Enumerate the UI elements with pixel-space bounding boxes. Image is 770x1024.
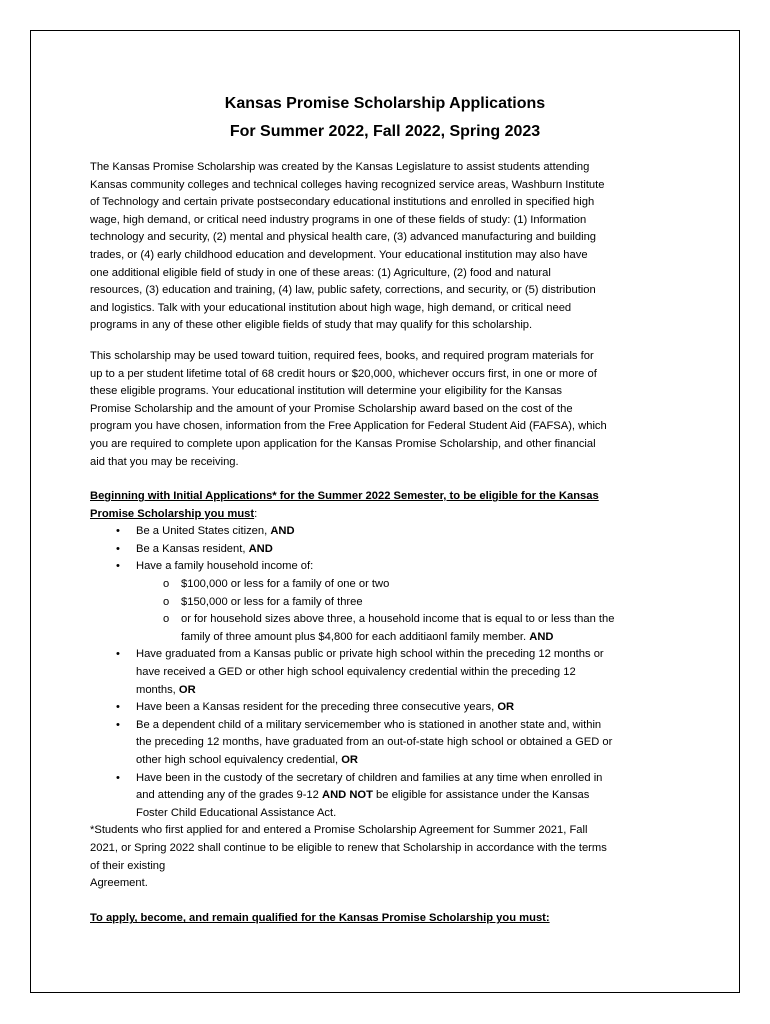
- requirement-continuation: [90, 682, 720, 700]
- requirement-conjunction: OR: [178, 683, 196, 696]
- intro-line: and logistics. Talk with your educational institution about high wage, high demand, or critical need: [90, 301, 572, 314]
- intro-line: resources, (3) education and training, (4) law, public safety, corrections, and security, or (5) distribution: [90, 284, 596, 297]
- footnote-line: *Students who first applied for and entered a Promise Scholarship Agreement for Summer 2021, Fall: [90, 824, 588, 837]
- requirements-list: [90, 523, 720, 822]
- requirement-conjunction: OR: [497, 701, 515, 714]
- requirement-conjunction: AND: [529, 630, 554, 643]
- requirement-text: Be a dependent child of a military servicemember who is stationed in another state and, within: [136, 718, 602, 731]
- requirement-text: Have been a Kansas resident for the preceding three consecutive years,: [136, 701, 498, 714]
- sub-bullet-icon: o: [163, 613, 170, 626]
- footnote: [90, 822, 720, 892]
- requirement-conjunction: OR: [341, 754, 359, 766]
- requirement-text: and attending any of the grades 9-12: [136, 789, 322, 802]
- income-sub-item: [90, 576, 720, 594]
- sub-item-text: $150,000 or less for a family of three: [181, 595, 363, 608]
- usage-line: Promise Scholarship and the amount of your Promise Scholarship award based on the cost of the: [90, 402, 573, 415]
- sub-bullet-icon: o: [163, 578, 170, 591]
- requirement-text: Be a United States citizen,: [136, 525, 271, 538]
- bullet-icon: •: [116, 718, 120, 731]
- intro-line: technology and security, (2) mental and physical health care, (3) advanced manufacturing and building: [90, 231, 597, 244]
- income-sub-item: [90, 611, 720, 629]
- document-body: [90, 159, 720, 928]
- requirement-continuation: Foster Child Educational Assistance Act.: [136, 806, 337, 819]
- footnote-line: Agreement.: [90, 877, 148, 890]
- sub-item-text: or for household sizes above three, a household income that is equal to or less than the: [181, 613, 615, 626]
- eligibility-heading: [90, 488, 720, 523]
- bullet-icon: •: [116, 560, 120, 573]
- requirement-item: [90, 770, 720, 788]
- income-sub-item: [90, 594, 720, 612]
- usage-line: aid that you may be receiving.: [90, 455, 239, 468]
- document-title: [0, 90, 770, 146]
- title-line-1: Kansas Promise Scholarship Applications: [224, 95, 546, 112]
- intro-line: wage, high demand, or critical need industry programs in one of these fields of study: (1) Information: [90, 213, 587, 226]
- requirement-item: [90, 646, 720, 664]
- usage-line: program you have chosen, information from the Free Application for Federal Student Aid (FAFSA), which: [90, 420, 607, 433]
- usage-line: up to a per student lifetime total of 68 credit hours or $20,000, whichever occurs first, in one or more of: [90, 367, 597, 380]
- income-sub-item-continuation: [90, 629, 720, 647]
- intro-line: trades, or (4) early childhood education and development. Your educational institution may also have: [90, 248, 588, 261]
- intro-line: The Kansas Promise Scholarship was created by the Kansas Legislature to assist students attending: [90, 161, 590, 173]
- requirement-emphasis: AND NOT: [321, 789, 373, 802]
- usage-line: these eligible programs. Your educational institution will determine your eligibility for the Kansas: [90, 385, 562, 398]
- eligibility-heading-line: Promise Scholarship you must: [90, 507, 255, 520]
- requirement-item: [90, 541, 720, 559]
- bullet-icon: •: [116, 771, 120, 784]
- usage-paragraph: [90, 348, 720, 471]
- bullet-icon: •: [116, 701, 120, 714]
- requirement-item: [90, 523, 720, 541]
- intro-line: programs in any of these other eligible fields of study that may qualify for this scholarship.: [90, 319, 533, 332]
- eligibility-heading-colon: :: [254, 507, 258, 520]
- intro-line: of Technology and certain private postsecondary educational institutions and enrolled in specified high: [90, 196, 595, 209]
- requirement-continuation: [90, 752, 720, 770]
- usage-line: This scholarship may be used toward tuition, required fees, books, and required program materials for: [90, 349, 594, 362]
- bullet-icon: •: [116, 525, 120, 538]
- sub-item-text: family of three amount plus $4,800 for each additiaonl family member.: [181, 630, 530, 643]
- requirement-text: other high school equivalency credential,: [136, 754, 342, 766]
- requirement-text: Have a family household income of:: [136, 560, 314, 573]
- intro-line: one additional eligible field of study in one of these areas: (1) Agriculture, (2) food and natural: [90, 266, 551, 279]
- usage-line: you are required to complete upon application for the Kansas Promise Scholarship, and other financial: [90, 437, 596, 450]
- sub-bullet-icon: o: [163, 595, 170, 608]
- requirement-continuation: [90, 787, 720, 805]
- requirement-text: Be a Kansas resident,: [136, 542, 249, 555]
- bullet-icon: •: [116, 542, 120, 555]
- requirement-conjunction: AND: [270, 525, 295, 538]
- sub-item-text: $100,000 or less for a family of one or two: [181, 578, 390, 591]
- requirement-item: [90, 717, 720, 735]
- eligibility-heading-line: Beginning with Initial Applications* for the Summer 2022 Semester, to be eligible for the Kansas: [90, 490, 599, 503]
- requirement-item: [90, 558, 720, 576]
- requirement-continuation: have received a GED or other high school equivalency credential within the preceding 12: [136, 666, 576, 679]
- bullet-icon: •: [116, 648, 120, 661]
- requirement-text: be eligible for assistance under the Kansas: [372, 789, 590, 802]
- footnote-line: of their existing: [90, 859, 166, 872]
- requirement-conjunction: AND: [248, 542, 273, 555]
- footnote-line: 2021, or Spring 2022 shall continue to be eligible to renew that Scholarship in accordance with the terms: [90, 841, 607, 854]
- title-line-2: For Summer 2022, Fall 2022, Spring 2023: [229, 123, 541, 140]
- requirement-continuation: the preceding 12 months, have graduated from an out-of-state high school or obtained a GED or: [136, 736, 613, 749]
- apply-heading: To apply, become, and remain qualified for the Kansas Promise Scholarship you must:: [90, 912, 550, 925]
- requirement-text: months,: [136, 683, 179, 696]
- requirement-item: [90, 699, 720, 717]
- requirement-text: Have graduated from a Kansas public or private high school within the preceding 12 months or: [136, 648, 604, 661]
- intro-line: Kansas community colleges and technical colleges having recognized service areas, Washburn Institute: [90, 178, 605, 191]
- intro-paragraph: [90, 159, 720, 335]
- requirement-text: Have been in the custody of the secretary of children and families at any time when enrolled in: [136, 771, 603, 784]
